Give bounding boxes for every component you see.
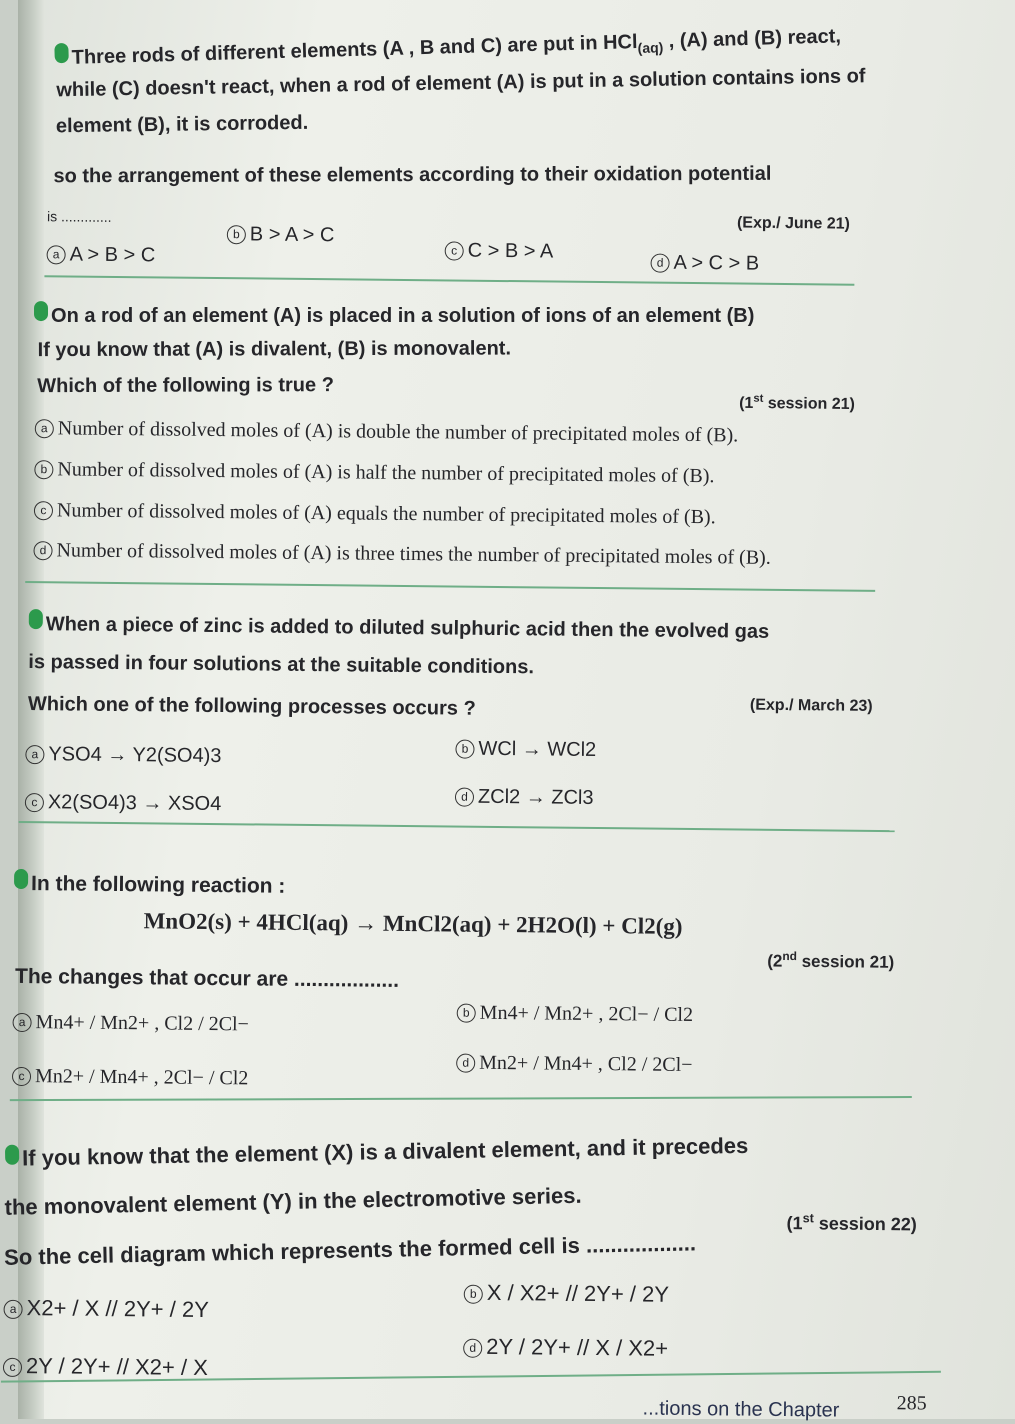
q3-source: (Exp./ March 23) [749, 696, 873, 715]
reaction-equation: MnO2(s) + 4HCl(aq) → MnCl2(aq) + 2H2O(l) + Cl2(g) [143, 908, 683, 939]
page-number: 285 [896, 1392, 927, 1415]
q1-line-2: while (C) doesn't react, when a rod of element (A) is put in a solution contains ions of [56, 65, 866, 102]
q2-line-3: Which of the following is true ? [37, 374, 334, 398]
q1-option-c[interactable]: c C > B > A [445, 239, 554, 263]
separator [44, 275, 854, 285]
q3-option-b[interactable]: b WCl → WCl2 [455, 738, 596, 762]
separator [19, 821, 895, 832]
q3-option-d[interactable]: d ZCl2 → ZCl3 [455, 786, 594, 810]
question-number-badge [54, 43, 69, 63]
q5-option-b[interactable]: b X / X2+ // 2Y+ / 2Y [464, 1280, 669, 1308]
separator [25, 581, 875, 592]
q4-source: (2nd session 21) [767, 948, 895, 972]
q5-option-c[interactable]: c 2Y / 2Y+ // X2+ / X [3, 1353, 208, 1381]
chapter-footer: ...tions on the Chapter [642, 1397, 840, 1422]
q5-source: (1st session 22) [786, 1211, 917, 1235]
q1-option-d[interactable]: d A > C > B [650, 252, 759, 276]
q5-option-d[interactable]: d 2Y / 2Y+ // X / X2+ [463, 1334, 668, 1362]
q4-option-d[interactable]: d Mn2+ / Mn4+ , Cl2 / 2Cl− [456, 1052, 693, 1077]
q2-option-a[interactable]: a Number of dissolved moles of (A) is double the number of precipitated moles of (B). [35, 417, 739, 447]
q3-line-2: is passed in four solutions at the suitable conditions. [28, 651, 535, 679]
q3-line-1: When a piece of zinc is added to diluted sulphuric acid then the evolved gas [29, 609, 770, 644]
q2-option-d[interactable]: d Number of dissolved moles of (A) is three times the number of precipitated moles of (B). [33, 539, 770, 570]
q3-option-c[interactable]: c X2(SO4)3 → XSO4 [25, 791, 222, 816]
q4-option-a[interactable]: a Mn4+ / Mn2+ , Cl2 / 2Cl− [12, 1011, 249, 1036]
question-number-badge [14, 869, 28, 889]
q2-line-2: If you know that (A) is divalent, (B) is monovalent. [37, 337, 512, 362]
q4-line-2: The changes that occur are .................. [14, 964, 400, 992]
question-number-badge [29, 609, 43, 629]
q1-line-4: so the arrangement of these elements according to their oxidation potential [53, 162, 772, 188]
q5-line-1: If you know that the element (X) is a divalent element, and it precedes [5, 1132, 749, 1172]
q2-line-1: On a rod of an element (A) is placed in a solution of ions of an element (B) [34, 301, 754, 328]
q3-line-3: Which one of the following processes occurs ? [27, 693, 476, 720]
question-number-badge [34, 301, 48, 321]
q2-option-c[interactable]: c Number of dissolved moles of (A) equals the number of precipitated moles of (B). [34, 499, 716, 529]
q5-line-2: the monovalent element (Y) in the electromotive series. [4, 1182, 582, 1220]
q5-line-3: So the cell diagram which represents the formed cell is .................. [3, 1230, 697, 1270]
q4-line-1: In the following reaction : [14, 869, 286, 899]
q2-source: (1st session 21) [739, 392, 855, 414]
q1-source: (Exp./ June 21) [736, 214, 851, 233]
q1-option-b[interactable]: b B > A > C [227, 223, 335, 247]
q4-option-b[interactable]: b Mn4+ / Mn2+ , 2Cl− / Cl2 [457, 1002, 694, 1027]
q1-line-3: element (B), it is corroded. [55, 111, 309, 138]
q1-option-a[interactable]: a A > B > C [47, 243, 156, 267]
q1-line-5: is ............. [46, 208, 112, 225]
question-number-badge [5, 1145, 19, 1165]
q3-option-a[interactable]: a YSO4 → Y2(SO4)3 [25, 743, 221, 768]
q1-line-1: Three rods of different elements (A , B and C) are put in HCl$_{(aq)}$ , (A) and (B) react, [54, 21, 841, 72]
q4-option-c[interactable]: c Mn2+ / Mn4+ , 2Cl− / Cl2 [12, 1065, 249, 1090]
q2-option-b[interactable]: b Number of dissolved moles of (A) is half the number of precipitated moles of (B). [34, 458, 714, 488]
q5-option-a[interactable]: a X2+ / X // 2Y+ / 2Y [3, 1295, 208, 1323]
separator [10, 1096, 912, 1101]
